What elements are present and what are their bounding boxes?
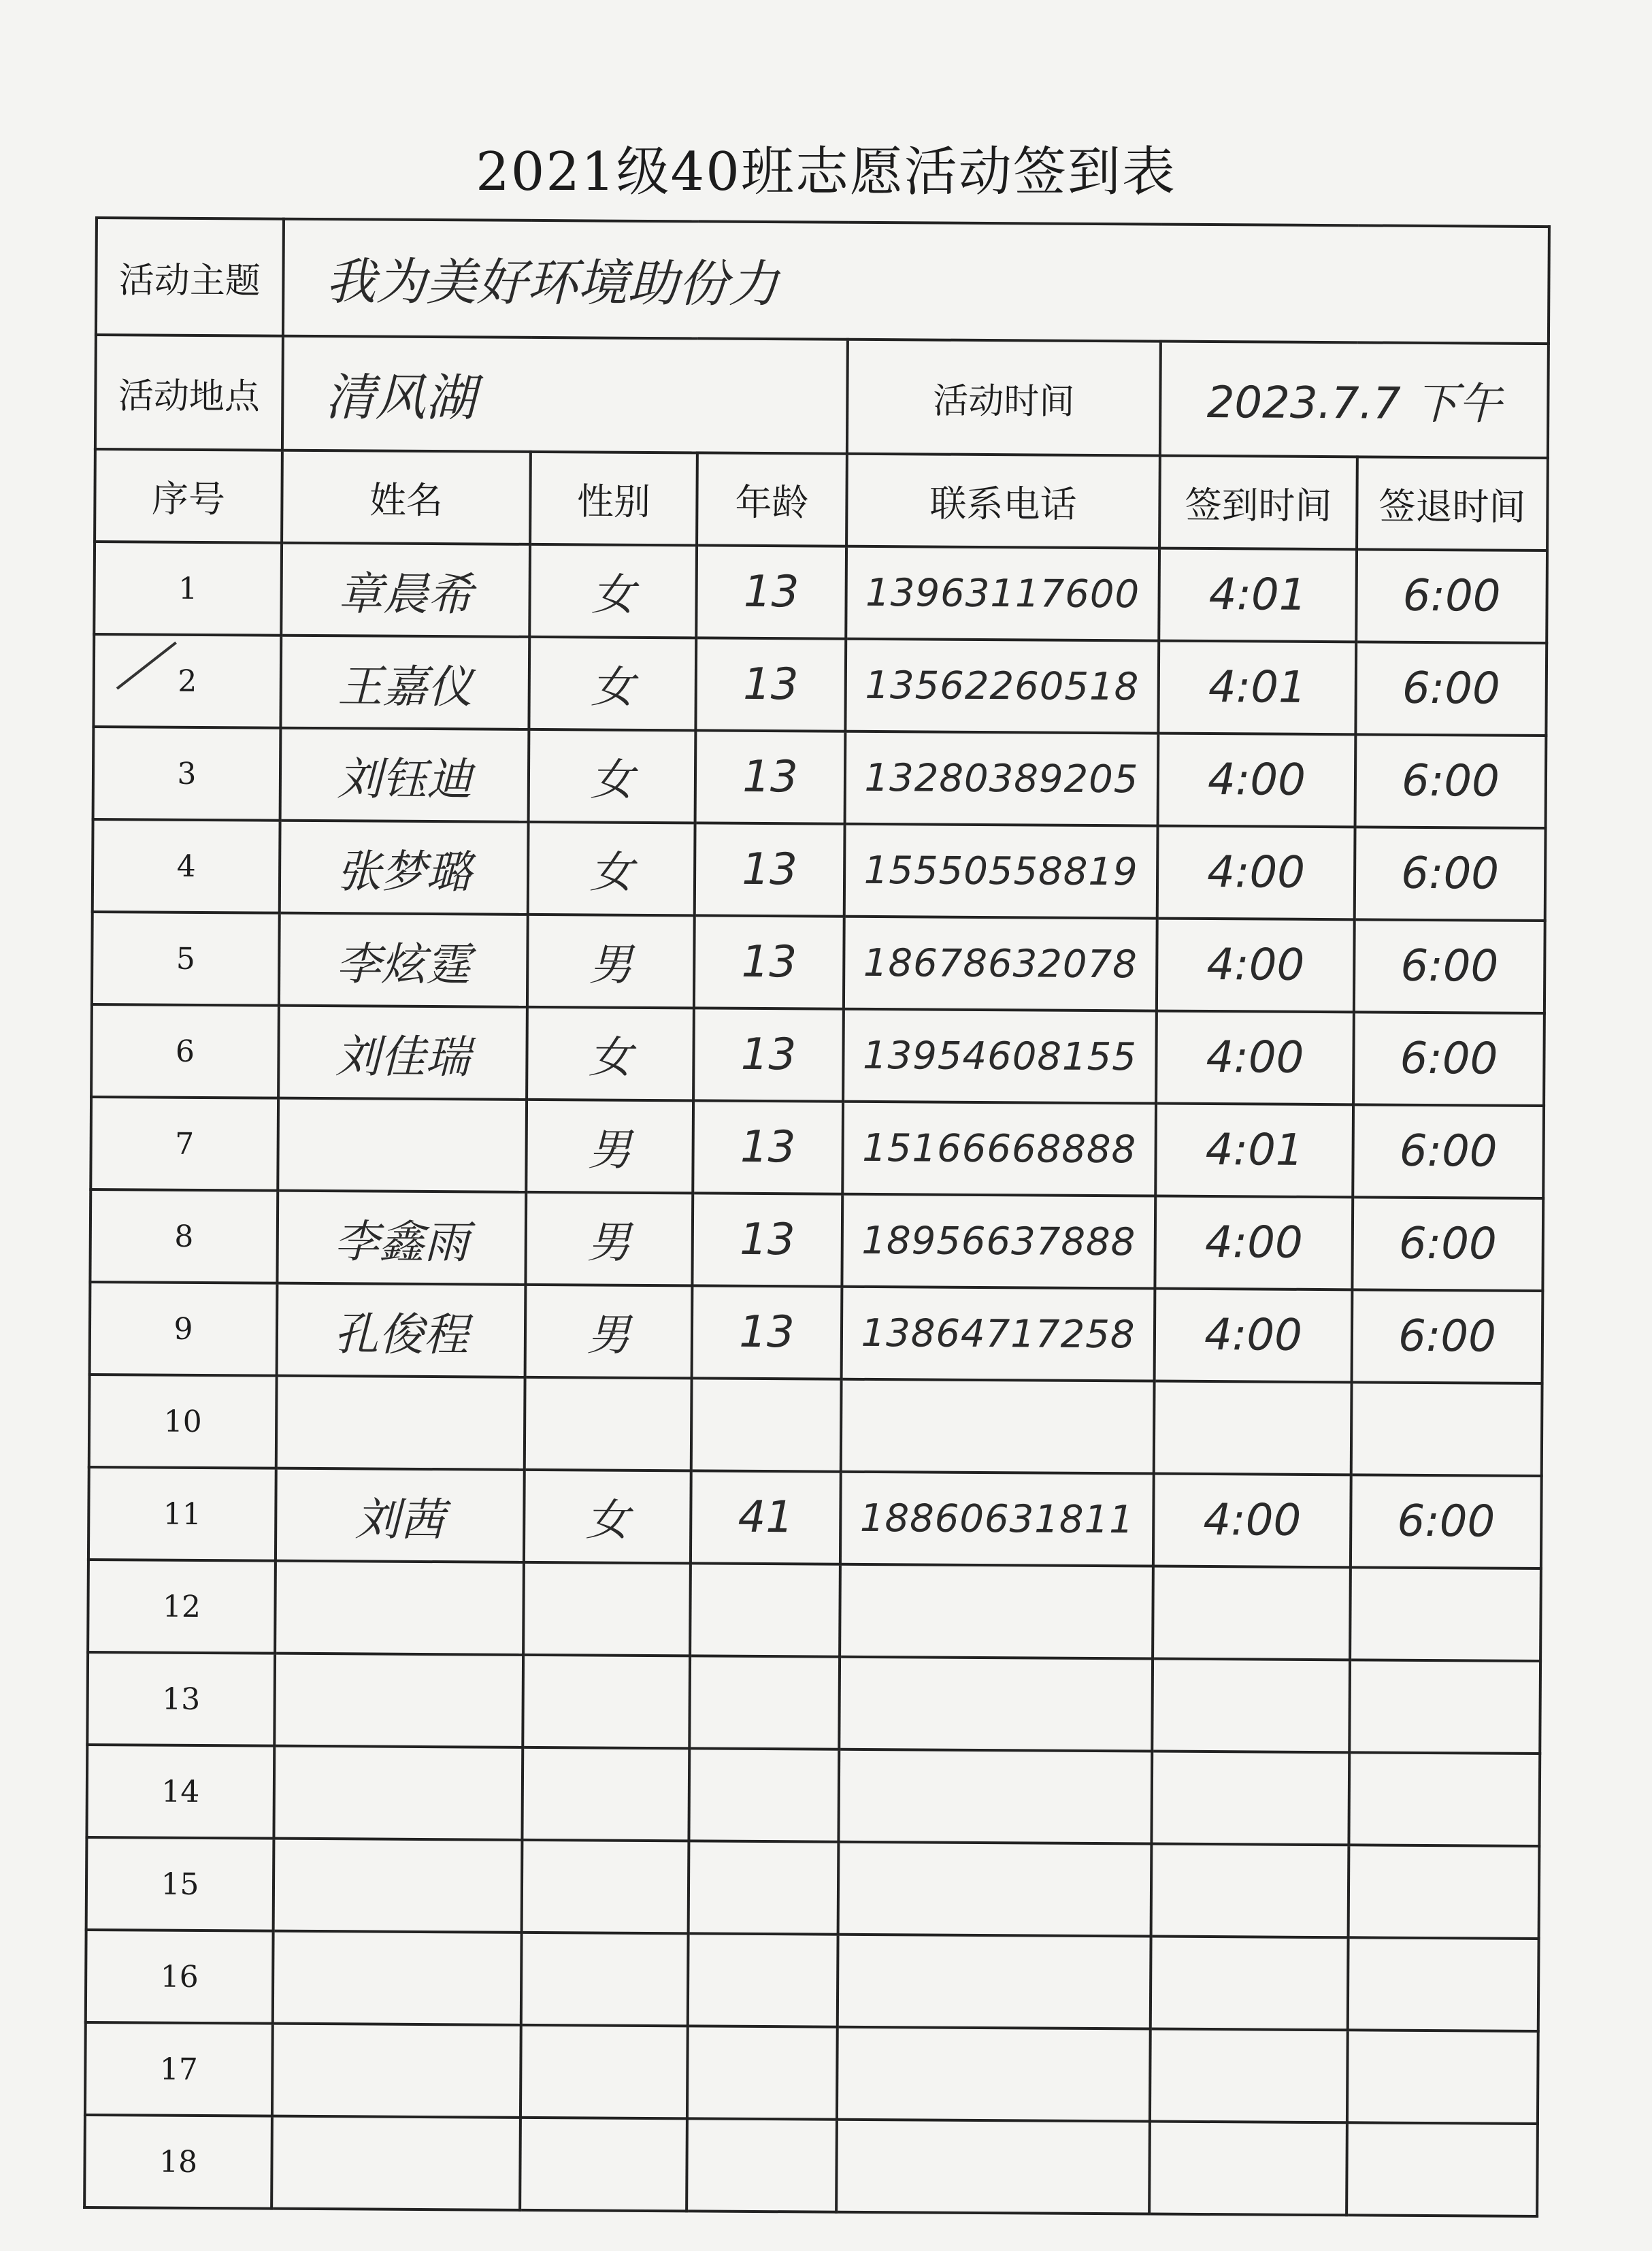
row-sign-out (1349, 1660, 1540, 1754)
row-number: 9 (90, 1282, 278, 1376)
time-value: 2023.7.7 下午 (1160, 342, 1549, 458)
row-age: 13 (695, 638, 846, 731)
table-row (90, 1097, 1544, 1198)
row-gender (521, 1933, 689, 2026)
row-name (274, 1654, 523, 1747)
table-row (91, 1004, 1544, 1106)
row-phone: 15166668888 (842, 1102, 1156, 1196)
row-name: 张梦璐 (280, 821, 529, 915)
row-number: 15 (86, 1837, 274, 1931)
row-name: 李鑫雨 (277, 1191, 526, 1285)
row-sign-in: 4:00 (1155, 1289, 1353, 1383)
row-gender: 女 (524, 1470, 691, 1563)
row-sign-in (1151, 1844, 1349, 1938)
row-sign-in: 4:01 (1158, 641, 1356, 735)
header-sign-in: 签到时间 (1159, 456, 1357, 550)
table-row (87, 1652, 1540, 1754)
place-row (95, 335, 1549, 458)
row-number: 18 (84, 2115, 272, 2209)
row-gender (521, 2025, 688, 2118)
row-name (271, 2116, 521, 2210)
row-age: 13 (695, 823, 845, 916)
table-row (85, 2022, 1538, 2124)
row-sign-out (1351, 1382, 1542, 1476)
row-sign-in (1150, 2029, 1348, 2123)
row-number: 10 (89, 1375, 277, 1468)
row-phone: 18860631811 (840, 1472, 1154, 1566)
row-sign-in (1153, 1566, 1351, 1660)
row-gender: 男 (525, 1285, 693, 1378)
row-gender (523, 1655, 690, 1748)
theme-label: 活动主题 (96, 218, 284, 336)
row-phone (839, 1657, 1153, 1752)
page-title: 2021级40班志愿活动签到表 (476, 142, 1176, 203)
row-phone (838, 1842, 1152, 1937)
row-phone: 13562260518 (845, 639, 1159, 734)
row-gender: 男 (526, 1100, 693, 1193)
row-number: 6 (91, 1004, 279, 1098)
table-row (92, 912, 1545, 1013)
row-sign-in: 4:00 (1153, 1474, 1351, 1568)
row-age (687, 2118, 837, 2212)
table-row (90, 1282, 1543, 1383)
row-number: 17 (85, 2022, 273, 2116)
place-value: 清风湖 (282, 336, 848, 454)
row-age: 13 (695, 730, 846, 823)
row-name (278, 1098, 527, 1192)
row-name (273, 1931, 522, 2025)
header-phone: 联系电话 (846, 454, 1160, 548)
row-phone (836, 2120, 1150, 2214)
table-row (93, 634, 1547, 736)
table-row (86, 1745, 1540, 1846)
row-sign-in (1151, 1752, 1349, 1845)
row-age (688, 1933, 838, 2026)
time-label: 活动时间 (847, 340, 1161, 456)
table-row (93, 727, 1547, 828)
row-name (274, 1746, 523, 1840)
table-row (90, 1189, 1543, 1291)
row-number: 16 (86, 1930, 274, 2024)
row-sign-out (1349, 1752, 1540, 1846)
row-number: 11 (88, 1467, 276, 1561)
row-sign-out (1347, 2122, 1538, 2216)
row-phone: 18678632078 (844, 917, 1157, 1011)
table-row (86, 1837, 1540, 1939)
row-name (275, 1561, 524, 1655)
table-row (88, 1560, 1541, 1661)
row-sign-in (1154, 1381, 1352, 1475)
row-phone: 13954608155 (843, 1009, 1157, 1104)
header-sign-out: 签退时间 (1357, 457, 1548, 551)
row-age: 13 (693, 1008, 844, 1101)
row-age: 13 (694, 915, 844, 1008)
row-number: 4 (93, 819, 280, 913)
row-sign-out (1347, 2030, 1538, 2124)
row-age: 13 (692, 1285, 842, 1379)
row-phone: 13963117600 (846, 546, 1159, 641)
row-sign-out (1348, 1937, 1539, 2031)
row-sign-out: 6:00 (1353, 1012, 1544, 1106)
row-sign-in: 4:00 (1157, 919, 1355, 1013)
row-phone: 18956637888 (842, 1194, 1155, 1289)
row-name: 孔俊程 (277, 1283, 526, 1377)
row-age: 41 (691, 1470, 841, 1564)
row-sign-out: 6:00 (1351, 1475, 1542, 1568)
row-phone: 13864717258 (842, 1287, 1155, 1381)
header-row (95, 449, 1548, 551)
row-sign-in: 4:00 (1156, 1011, 1354, 1105)
row-sign-in (1151, 1937, 1349, 2031)
row-name (272, 2024, 521, 2118)
row-sign-out (1350, 1567, 1541, 1661)
row-age: 13 (692, 1193, 842, 1286)
row-age (690, 1563, 840, 1656)
row-number: 13 (87, 1652, 275, 1746)
table-row (84, 2115, 1538, 2216)
row-number: 12 (88, 1560, 276, 1654)
row-gender: 女 (529, 637, 696, 730)
row-number: 8 (90, 1189, 278, 1283)
row-sign-in: 4:01 (1159, 548, 1357, 642)
header-name: 姓名 (282, 450, 531, 544)
row-sign-in: 4:00 (1155, 1196, 1353, 1290)
row-gender (522, 1747, 689, 1841)
table-row (88, 1467, 1542, 1568)
row-name: 王嘉仪 (280, 636, 529, 729)
row-gender: 男 (525, 1192, 693, 1285)
row-sign-in: 4:00 (1158, 734, 1356, 827)
row-sign-in (1152, 1659, 1350, 1753)
row-number: 14 (86, 1745, 274, 1839)
row-age: 13 (693, 1100, 843, 1194)
row-name: 刘佳瑞 (278, 1006, 527, 1100)
row-name: 刘茜 (276, 1468, 525, 1562)
theme-value: 我为美好环境助份力 (283, 219, 1549, 344)
row-phone (841, 1379, 1155, 1474)
row-number: 3 (93, 727, 281, 821)
row-sign-out: 6:00 (1356, 549, 1547, 643)
row-gender: 女 (528, 822, 695, 915)
row-age (689, 1748, 839, 1841)
row-gender: 女 (527, 1007, 694, 1100)
row-sign-out: 6:00 (1352, 1289, 1543, 1383)
row-sign-in: 4:00 (1157, 826, 1355, 920)
row-name (274, 1839, 523, 1933)
row-sign-out: 6:00 (1355, 642, 1547, 736)
theme-row (96, 218, 1549, 344)
row-sign-out (1349, 1845, 1540, 1939)
row-gender: 女 (529, 544, 697, 638)
header-gender: 性别 (530, 452, 697, 545)
row-phone: 13280389205 (845, 732, 1159, 826)
row-name: 李炫霆 (279, 913, 528, 1007)
row-number: 7 (90, 1097, 278, 1191)
header-no: 序号 (95, 449, 282, 543)
row-sign-out: 6:00 (1355, 827, 1546, 921)
row-age: 13 (696, 545, 846, 638)
row-phone (838, 1935, 1151, 2029)
row-sign-out: 6:00 (1352, 1197, 1543, 1291)
row-gender (523, 1562, 691, 1656)
row-name (276, 1376, 525, 1470)
row-sign-in: 4:01 (1155, 1104, 1353, 1198)
sign-in-table (83, 216, 1551, 2218)
row-sign-out: 6:00 (1355, 734, 1547, 828)
row-gender: 男 (527, 915, 695, 1008)
row-phone (837, 2027, 1151, 2122)
table-row (89, 1375, 1542, 1476)
row-sign-in (1149, 2122, 1347, 2216)
table-row (93, 819, 1546, 921)
row-number: 5 (92, 912, 280, 1006)
row-phone (838, 1749, 1152, 1844)
table-row (86, 1930, 1539, 2031)
row-age (689, 1656, 840, 1749)
table-row (94, 542, 1547, 643)
row-name: 章晨希 (281, 543, 530, 637)
row-gender (520, 2118, 687, 2211)
row-phone (840, 1564, 1153, 1659)
row-age (691, 1378, 842, 1471)
row-age (687, 2026, 838, 2119)
row-phone: 15550558819 (844, 824, 1158, 919)
row-number: 2 (93, 634, 281, 728)
row-sign-out: 6:00 (1353, 1104, 1544, 1198)
row-sign-out: 6:00 (1354, 919, 1545, 1013)
place-label: 活动地点 (95, 335, 283, 450)
row-gender (525, 1377, 692, 1470)
header-age: 年龄 (697, 453, 847, 546)
row-name: 刘钰迪 (280, 728, 529, 822)
row-gender (522, 1840, 689, 1933)
row-age (689, 1841, 839, 1934)
row-gender: 女 (529, 729, 696, 823)
row-number: 1 (94, 542, 282, 636)
